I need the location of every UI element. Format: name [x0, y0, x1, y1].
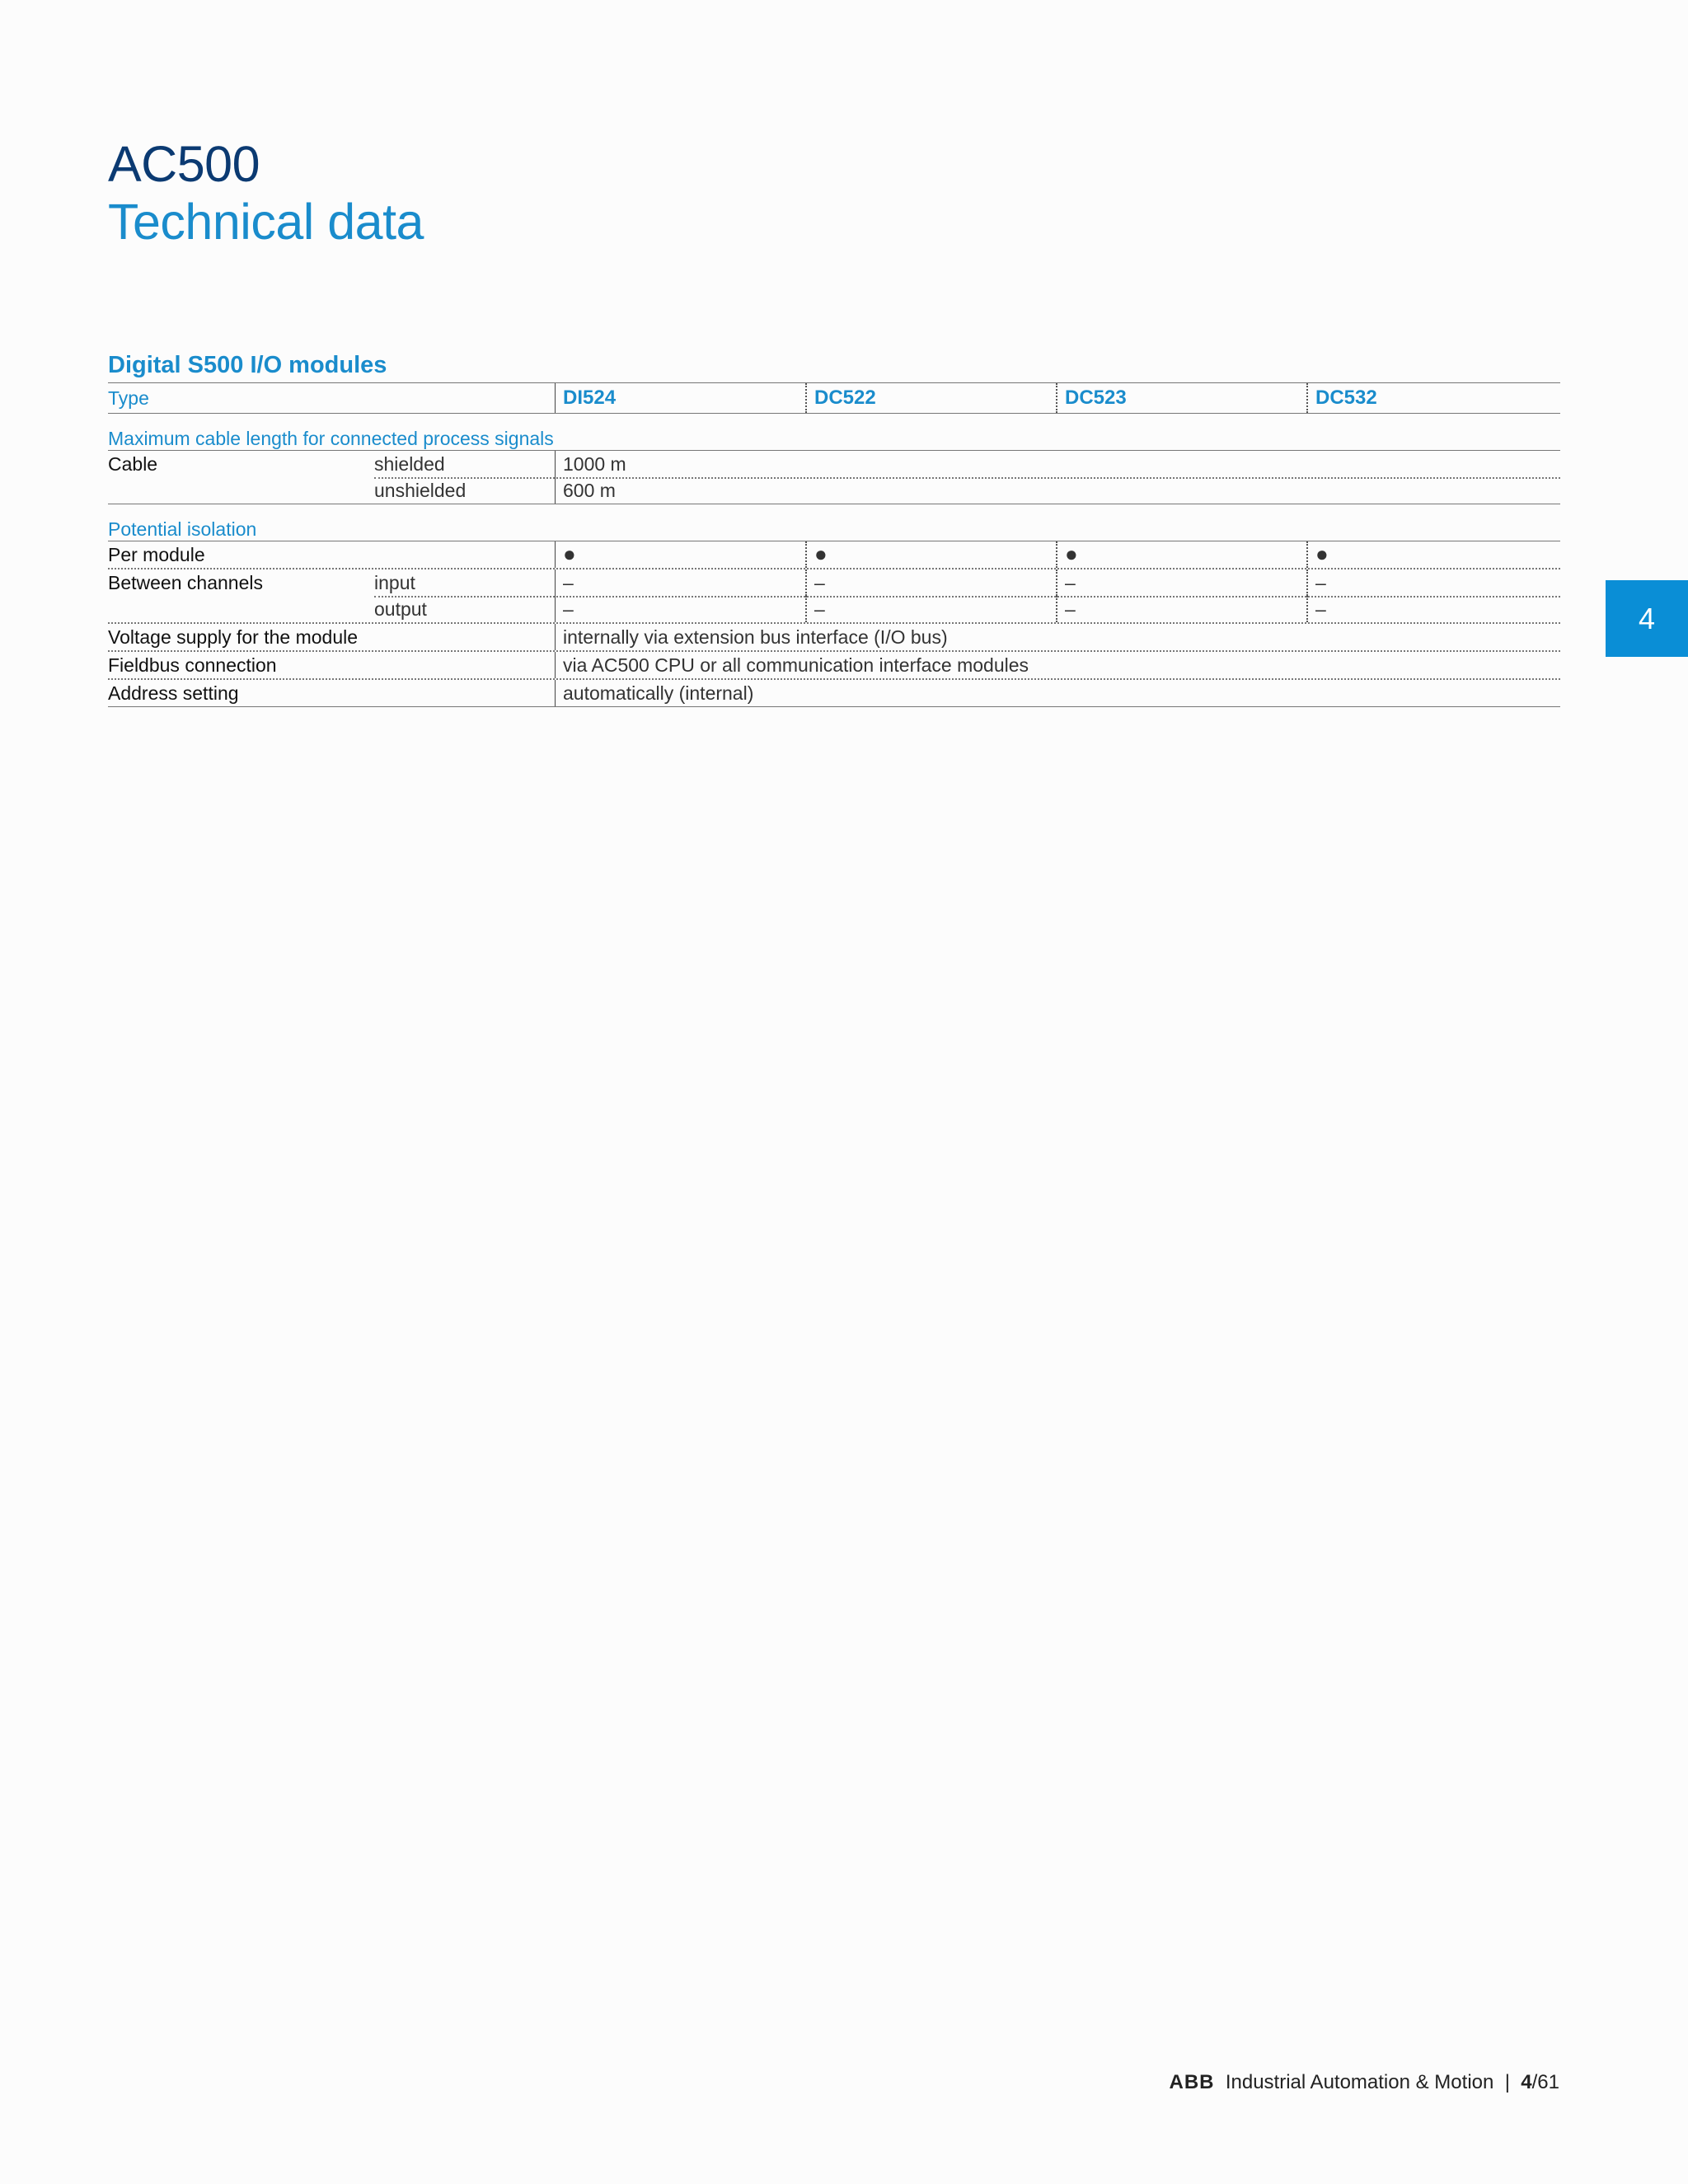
page-number: /61 [1531, 2071, 1559, 2093]
row-value: – [1056, 569, 1306, 596]
page-title-product: AC500 [108, 136, 260, 192]
type-header-row [108, 382, 1560, 414]
table-row [108, 477, 1560, 504]
division-name: Industrial Automation & Motion [1225, 2071, 1494, 2093]
table-row [108, 652, 1560, 680]
page-section: 4 [1521, 2071, 1532, 2093]
row-value: – [805, 569, 1056, 596]
footer-separator: | [1504, 2071, 1510, 2093]
row-sublabel: unshielded [374, 480, 467, 501]
group-title-cable: Maximum cable length for connected process signals [108, 422, 1560, 451]
row-label: Between channels [108, 572, 263, 593]
module-header: DI524 [555, 383, 805, 413]
chapter-tab: 4 [1606, 580, 1688, 657]
row-sublabel: input [374, 572, 415, 593]
table-row [108, 541, 1560, 569]
row-label: Address setting [108, 682, 239, 704]
row-label: Cable [108, 453, 158, 475]
row-label: Fieldbus connection [108, 654, 277, 676]
module-header: DC523 [1056, 383, 1306, 413]
row-sublabel: shielded [374, 453, 445, 475]
page-title: Technical data [108, 194, 424, 250]
row-label: Per module [108, 544, 205, 565]
table-row [108, 596, 1560, 624]
type-label: Type [108, 387, 149, 409]
page-header [108, 135, 424, 251]
bullet-icon: ● [1306, 541, 1557, 568]
row-value: via AC500 CPU or all communication interface modules [555, 652, 1560, 678]
table-row [108, 680, 1560, 707]
row-value: internally via extension bus interface (I/O bus) [555, 624, 1560, 650]
row-label: Voltage supply for the module [108, 626, 359, 648]
row-value: – [555, 596, 805, 622]
table-title: Digital S500 I/O modules [108, 352, 387, 378]
row-sublabel: output [374, 598, 427, 620]
module-header: DC522 [805, 383, 1056, 413]
row-value: 1000 m [555, 451, 1560, 477]
row-value: – [1056, 596, 1306, 622]
digital-io-table [108, 348, 1560, 707]
page-footer [1169, 2071, 1559, 2094]
row-value: – [555, 569, 805, 596]
bullet-icon: ● [1056, 541, 1306, 568]
row-value: – [1306, 596, 1557, 622]
row-value: – [1306, 569, 1557, 596]
bullet-icon: ● [555, 541, 805, 568]
table-row [108, 624, 1560, 652]
row-value: 600 m [555, 477, 1560, 504]
module-header: DC532 [1306, 383, 1557, 413]
row-value: – [805, 596, 1056, 622]
group-title-isolation: Potential isolation [108, 513, 1560, 541]
brand-name: ABB [1169, 2071, 1215, 2093]
row-value: automatically (internal) [555, 680, 1560, 706]
bullet-icon: ● [805, 541, 1056, 568]
table-row [108, 451, 1560, 477]
table-row [108, 569, 1560, 596]
